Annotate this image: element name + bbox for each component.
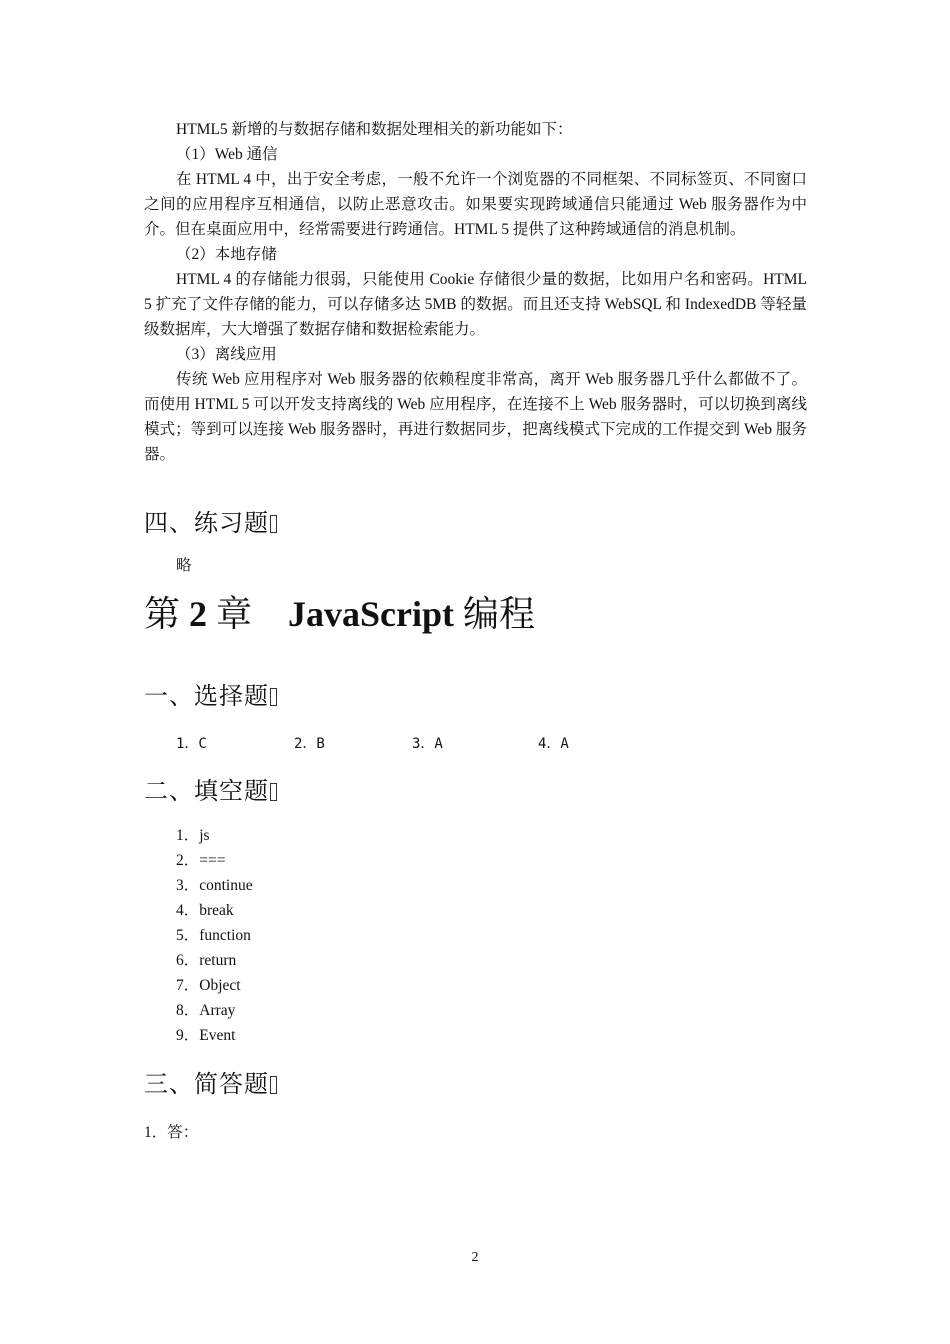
list-item: 6．return: [176, 952, 237, 969]
page-content: [144, 117, 807, 1145]
choice-answer: 3．A: [412, 736, 443, 752]
choice-answer: 2．B: [294, 736, 325, 752]
section-heading-short: [144, 1070, 807, 1100]
section-heading-exercises-text: 四、练习题: [144, 511, 269, 537]
list-item: 5．function: [176, 927, 251, 944]
section-heading-fill: [144, 777, 807, 807]
feature-2-title: （2）本地存储: [176, 246, 277, 263]
section-heading-fill-text: 二、填空题: [144, 779, 269, 805]
placeholder-box-icon: [270, 1076, 277, 1094]
chapter-number: 2: [189, 594, 208, 634]
short-answer-1: 1．答：: [144, 1124, 199, 1141]
placeholder-box-icon: [270, 688, 277, 706]
chapter-title-zh: 编程: [463, 594, 536, 634]
section-heading-choice-text: 一、选择题: [144, 684, 269, 710]
chapter-prefix: 第: [144, 594, 181, 634]
section-heading-short-text: 三、简答题: [144, 1072, 269, 1098]
list-item: 1．js: [176, 827, 210, 844]
list-item: 4．break: [176, 902, 234, 919]
chapter-suffix: 章: [216, 594, 253, 634]
choice-answers: [144, 732, 807, 757]
feature-3-body: 传统 Web 应用程序对 Web 服务器的依赖程度非常高，离开 Web 服务器几乎什么都做不了。而使用 HTML 5 可以开发支持离线的 Web 应用程序，在连接不上 Web 服务器时，可以切换到离线模式；等到可以连接 Web 服务器时，再进行数据同步，把离线模式下完成的工作提交到 Web 服务器。: [144, 371, 807, 463]
intro-paragraph: HTML5 新增的与数据存储和数据处理相关的新功能如下：: [176, 121, 573, 138]
choice-answer: 4．A: [538, 736, 569, 752]
feature-1-body: 在 HTML 4 中，出于安全考虑，一般不允许一个浏览器的不同框架、不同标签页、不同窗口之间的应用程序互相通信，以防止恶意攻击。如果要实现跨域通信只能通过 Web 服务器作为中介。但在桌面应用中，经常需要进行跨通信。HTML 5 提供了这种跨域通信的消息机制。: [144, 171, 807, 238]
chapter-title-en: JavaScript: [288, 594, 455, 634]
list-item: 9．Event: [176, 1027, 236, 1044]
feature-3-title: （3）离线应用: [176, 346, 277, 363]
list-item: 8．Array: [176, 1002, 236, 1019]
feature-1-title: （1）Web 通信: [176, 146, 278, 163]
section-heading-choice: [144, 682, 807, 712]
feature-2-body: HTML 4 的存储能力很弱，只能使用 Cookie 存储很少量的数据，比如用户名和密码。HTML 5 扩充了文件存储的能力，可以存储多达 5MB 的数据。而且还支持 WebSQL 和 IndexedDB 等轻量级数据库，大大增强了数据存储和数据检索能力。: [144, 271, 807, 338]
list-item: 2．===: [176, 852, 226, 869]
placeholder-box-icon: [270, 783, 277, 801]
page-number: 2: [471, 1250, 479, 1265]
section-heading-exercises: [144, 509, 807, 539]
list-item: 3．continue: [176, 877, 253, 894]
placeholder-box-icon: [270, 515, 277, 533]
list-item: 7．Object: [176, 977, 241, 994]
chapter-title: [144, 592, 807, 636]
choice-answer: 1．C: [176, 736, 207, 752]
fill-answer-list: [144, 823, 807, 1048]
exercises-answer: 略: [176, 557, 192, 574]
